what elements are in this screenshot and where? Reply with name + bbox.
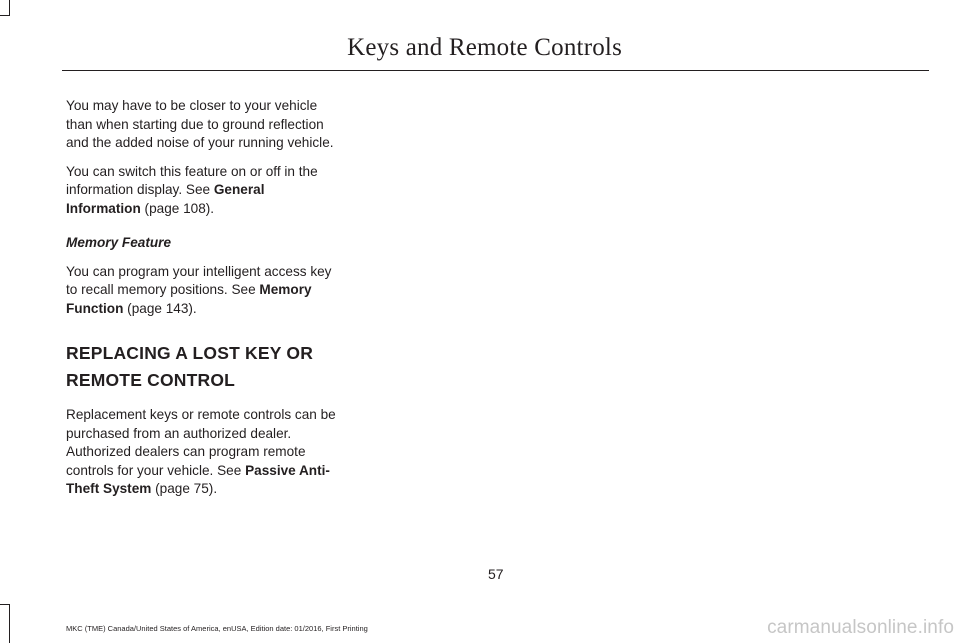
page-number: 57 xyxy=(488,566,504,582)
page-reference: (page 75). xyxy=(151,481,218,496)
link-general-information[interactable]: General Information xyxy=(66,182,265,216)
footer-edition-info: MKC (TME) Canada/United States of America, enUSA, Edition date: 01/2016, First Printing xyxy=(66,624,368,633)
header-rule xyxy=(62,70,929,71)
link-passive-anti-theft-system[interactable]: Passive Anti-Theft System xyxy=(66,462,330,496)
section-heading-line-2: REMOTE CONTROL xyxy=(66,369,236,390)
section-heading-replacing-key xyxy=(66,340,342,393)
paragraph-text: Replacement keys or remote controls can be purchased from an authorized dealer. Authorized dealers can program remote controls for your vehicle. See xyxy=(66,407,336,478)
subheading-memory-feature: Memory Feature xyxy=(66,235,172,250)
paragraph-text: You can switch this feature on or off in the information display. See xyxy=(66,163,318,197)
paragraph-text: You can program your intelligent access key to recall memory positions. See xyxy=(66,263,332,297)
paragraph-memory xyxy=(66,263,342,319)
page-header-title: Keys and Remote Controls xyxy=(347,34,622,61)
paragraph-ground-reflection: You may have to be closer to your vehicle than when starting due to ground reflection and the added noise of your running vehicle. xyxy=(66,98,334,150)
link-memory-function[interactable]: Memory Function xyxy=(66,282,312,316)
watermark: carmanualsonline.info xyxy=(767,617,954,638)
text-column xyxy=(66,97,342,509)
paragraph-replacement-keys xyxy=(66,406,342,499)
page-reference: (page 108). xyxy=(140,200,215,216)
page-reference: (page 143). xyxy=(123,300,197,316)
paragraph-switch-feature xyxy=(66,163,342,219)
crop-mark-top-left-horizontal xyxy=(0,15,10,16)
section-heading-line-1: REPLACING A LOST KEY OR xyxy=(66,343,314,363)
crop-mark-bottom-left-vertical xyxy=(9,604,10,643)
crop-mark-top-left-vertical xyxy=(9,0,10,15)
